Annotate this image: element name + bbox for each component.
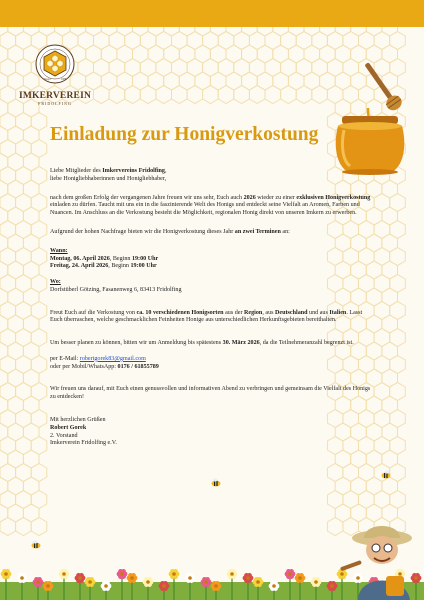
honeycomb-cell [23, 27, 39, 36]
honeycomb-cell [218, 86, 234, 104]
bee-icon [380, 470, 392, 479]
honeycomb-cell [133, 27, 149, 36]
honey-jar-icon [328, 60, 420, 180]
honeycomb-cell [55, 27, 71, 36]
honeycomb-cell [125, 86, 141, 104]
club-logo [18, 44, 92, 106]
honeycomb-cell [249, 86, 265, 104]
page-title: Einladung zur Honigverkostung [50, 124, 319, 145]
honeycomb-cell [351, 27, 367, 36]
registration-paragraph: Um besser planen zu können, bitten wir um Anmeldung bis spätestens 30. März 2026, da die Teilnehmeranzahl begrenzt ist. [50, 340, 354, 347]
honeycomb-cell [172, 86, 188, 104]
honeycomb-cell [0, 518, 16, 536]
honeycomb-cell [0, 27, 8, 36]
tasting-paragraph: Freut Euch auf die Verkostung von ca. 10 verschiedenen Honigsorten aus der Region, aus Deutschland und aus Italien. Lasst Euch überraschen, welche geschmacklichen Feinheiten Honige aus unterschiedlichen Herkunftsgebieten bereithalten. [50, 309, 363, 324]
honeycomb-cell [94, 86, 110, 104]
signer-name: Robert Gorek [50, 424, 87, 431]
honeycomb-cell [288, 27, 304, 36]
honeycomb-cell [320, 27, 336, 36]
honeycomb-cell [257, 27, 273, 36]
honeycomb-cell [281, 86, 297, 104]
honeycomb-cell [101, 27, 117, 36]
honeycomb-cell [382, 27, 398, 36]
greeting: Liebe Mitglieder des Imkervereins Fridolfing, liebe Honigliebhaberinnen und Honigliebhaber, [50, 168, 167, 182]
honeycomb-cell [109, 86, 125, 104]
honeycomb-cell [265, 86, 281, 104]
honeycomb-cell [39, 27, 55, 36]
honeycomb-cell [195, 27, 211, 36]
honeycomb-cell [148, 27, 164, 36]
honeycomb-cell [226, 27, 242, 36]
logo-ring-right: 1888 [61, 78, 67, 81]
dates-intro-paragraph: Aufgrund der hohen Nachfrage bieten wir die Honigverkostung dieses Jahr an zwei Terminen an: [50, 228, 290, 235]
beekeeper-icon [330, 508, 420, 600]
logo-subname: FRIDOLFING [38, 101, 72, 106]
honeycomb-cell [164, 27, 180, 36]
email-link[interactable]: robertgorek83@gmail.com [79, 355, 146, 362]
honeycomb-cell [117, 27, 133, 36]
honeycomb-cell [31, 518, 47, 536]
honeycomb-cell [296, 86, 312, 104]
intro-paragraph: nach dem großen Erfolg der vergangenen Jahre freuen wir uns sehr, Euch auch 2026 wieder zu einer exklusiven Honigverkostung einladen zu dürfen. Taucht mit uns ein in die faszinierende Welt des Honigs und entdeckt seine Vielfalt an Aromen, Farben und Nuancen. Im Anschluss an die Verkostung besteht die Möglichkeit, regionalen Honig direkt von unseren Imkern zu erwerben. [50, 194, 371, 217]
honeycomb-cell [335, 27, 351, 36]
contact-section: per E-Mail: robertgorek83@gmail.com oder per Mobil/WhatsApp: 0176 / 61855789 [50, 355, 159, 370]
honeycomb-cell [8, 27, 24, 36]
letter-body [50, 168, 376, 448]
logo-ring-left: Siegel [44, 78, 51, 81]
honeycomb-cell [242, 27, 258, 36]
bee-icon [30, 540, 42, 549]
signature-block: Mit herzlichen Grüßen Robert Gorek 2. Vorstand Imkerverein Fridolfing e.V. [50, 416, 117, 447]
honeycomb-cell [203, 86, 219, 104]
honeycomb-cell [16, 518, 32, 536]
honeycomb-badge-icon [35, 44, 75, 84]
honeycomb-cell [187, 86, 203, 104]
bee-icon [210, 478, 222, 487]
top-color-bar [0, 0, 424, 27]
honeycomb-cell [70, 27, 86, 36]
when-label: Wann: [50, 247, 68, 254]
honeycomb-cell [312, 86, 328, 104]
where-label: Wo: [50, 278, 61, 285]
honeycomb-cell [179, 27, 195, 36]
where-section [50, 279, 376, 295]
honeycomb-cell [210, 27, 226, 36]
honeycomb-cell [366, 27, 382, 36]
address: Dorfstüberl Götzing, Fasanenweg 6, 83413 Fridolfing [50, 286, 182, 293]
honeycomb-cell [156, 86, 172, 104]
logo-name: IMKERVEREIN [18, 91, 92, 101]
phone-number: 0176 / 61855789 [117, 363, 159, 370]
closing-paragraph: Wir freuen uns darauf, mit Euch einen genussvollen und informativen Abend zu verbringen und gemeinsam die Vielfalt des Honigs zu entdecken! [50, 386, 371, 401]
honeycomb-cell [304, 27, 320, 36]
when-section: Wann: Montag, 06. April 2026, Beginn 19:00 Uhr Freitag, 24. April 2026, Beginn 19:00 Uhr [50, 247, 159, 270]
honeycomb-cell [234, 86, 250, 104]
honeycomb-cell [86, 27, 102, 36]
honeycomb-cell [273, 27, 289, 36]
honeycomb-cell [140, 86, 156, 104]
